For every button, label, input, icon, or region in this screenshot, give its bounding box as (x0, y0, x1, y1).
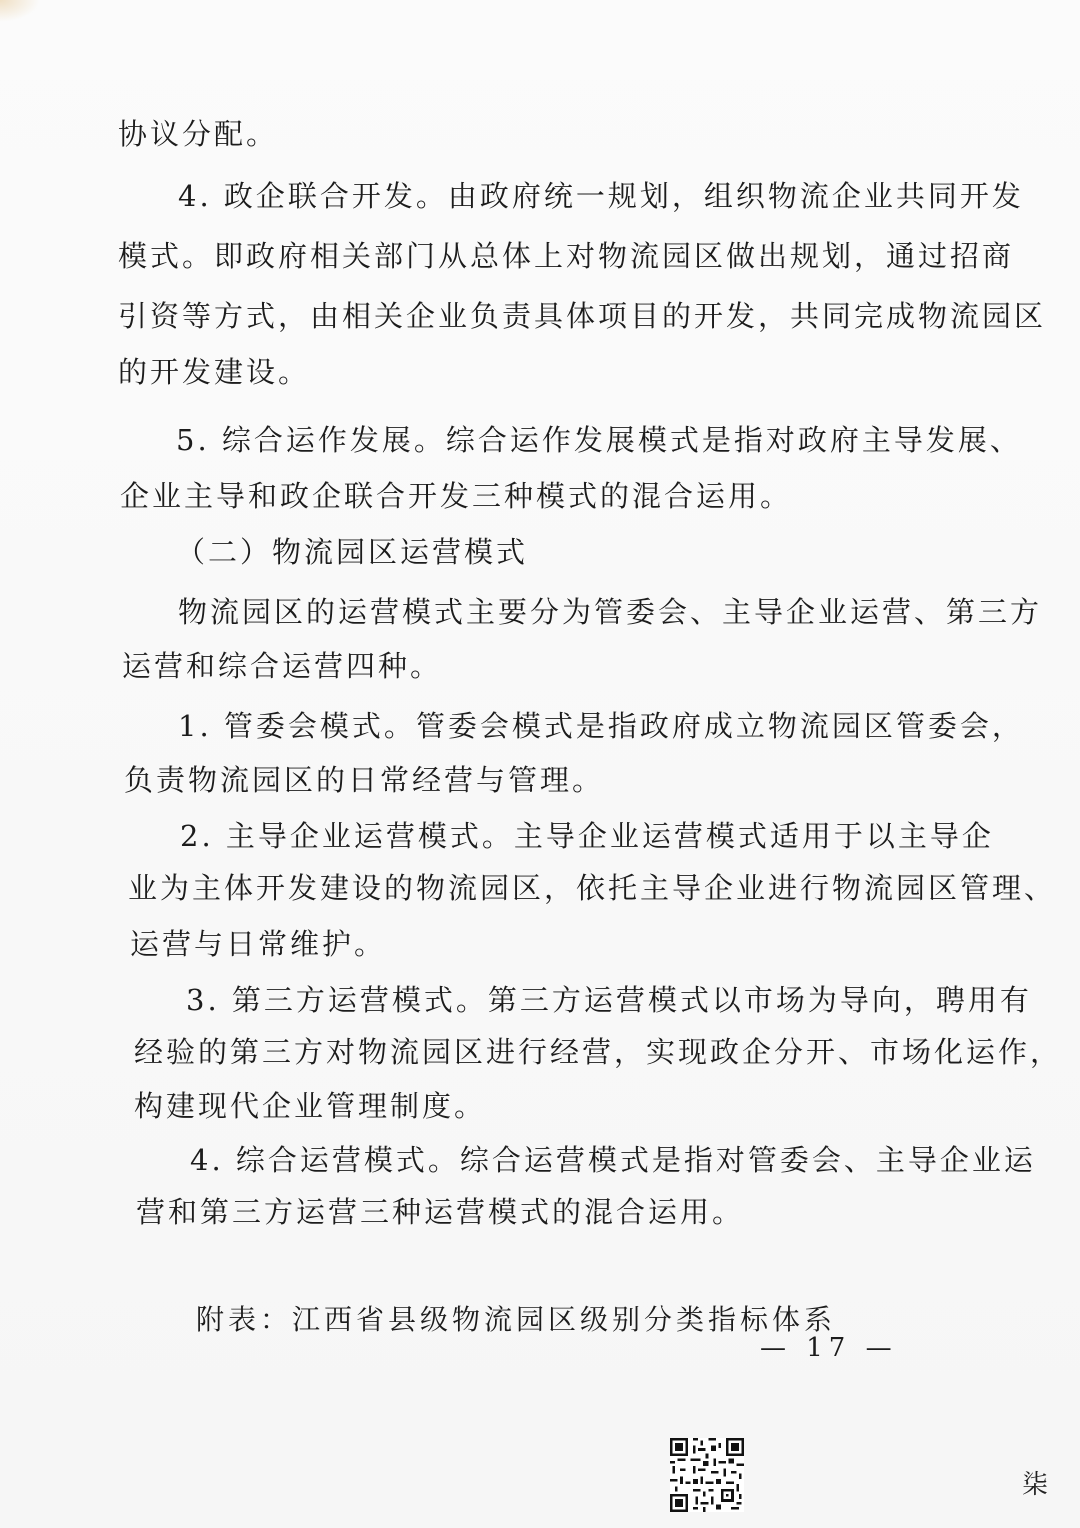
text-line: 运营和综合运营四种。 (122, 649, 443, 683)
text-line: 经验的第三方对物流园区进行经营，实现政企分开、市场化运作， (134, 1035, 1063, 1069)
text-line: 2. 主导企业运营模式。主导企业运营模式适用于以主导企 (180, 819, 994, 853)
text-line: 3. 第三方运营模式。第三方运营模式以市场为导向，聘用有 (186, 983, 1032, 1017)
text-line: 4. 综合运营模式。综合运营模式是指对管委会、主导企业运 (190, 1143, 1036, 1177)
section-heading: （二）物流园区运营模式 (176, 535, 529, 569)
qr-code-icon (670, 1438, 744, 1512)
watermark-label: 柒 (1022, 1470, 1049, 1500)
text-line: 运营与日常维护。 (130, 927, 387, 961)
scan-smudge (0, 0, 40, 22)
text-line: 营和第三方运营三种运营模式的混合运用。 (136, 1195, 745, 1229)
page-number: — 17 — (760, 1333, 898, 1363)
text-line: 模式。即政府相关部门从总体上对物流园区做出规划，通过招商 (118, 239, 1015, 273)
text-line: 协议分配。 (118, 117, 279, 151)
text-line: 的开发建设。 (118, 355, 311, 389)
attachment-note: 附表：江西省县级物流园区级别分类指标体系 (196, 1303, 837, 1336)
text-line: 业为主体开发建设的物流园区，依托主导企业进行物流园区管理、 (128, 871, 1057, 905)
text-line: 4. 政企联合开发。由政府统一规划，组织物流企业共同开发 (178, 179, 1024, 213)
text-line: 企业主导和政企联合开发三种模式的混合运用。 (120, 479, 793, 513)
text-line: 物流园区的运营模式主要分为管委会、主导企业运营、第三方 (178, 595, 1043, 629)
text-line: 5. 综合运作发展。综合运作发展模式是指对政府主导发展、 (176, 423, 1022, 457)
text-line: 1. 管委会模式。管委会模式是指政府成立物流园区管委会， (178, 709, 1024, 743)
text-line: 引资等方式，由相关企业负责具体项目的开发，共同完成物流园区 (118, 299, 1047, 333)
text-line: 负责物流园区的日常经营与管理。 (124, 763, 605, 797)
text-line: 构建现代企业管理制度。 (134, 1089, 487, 1123)
